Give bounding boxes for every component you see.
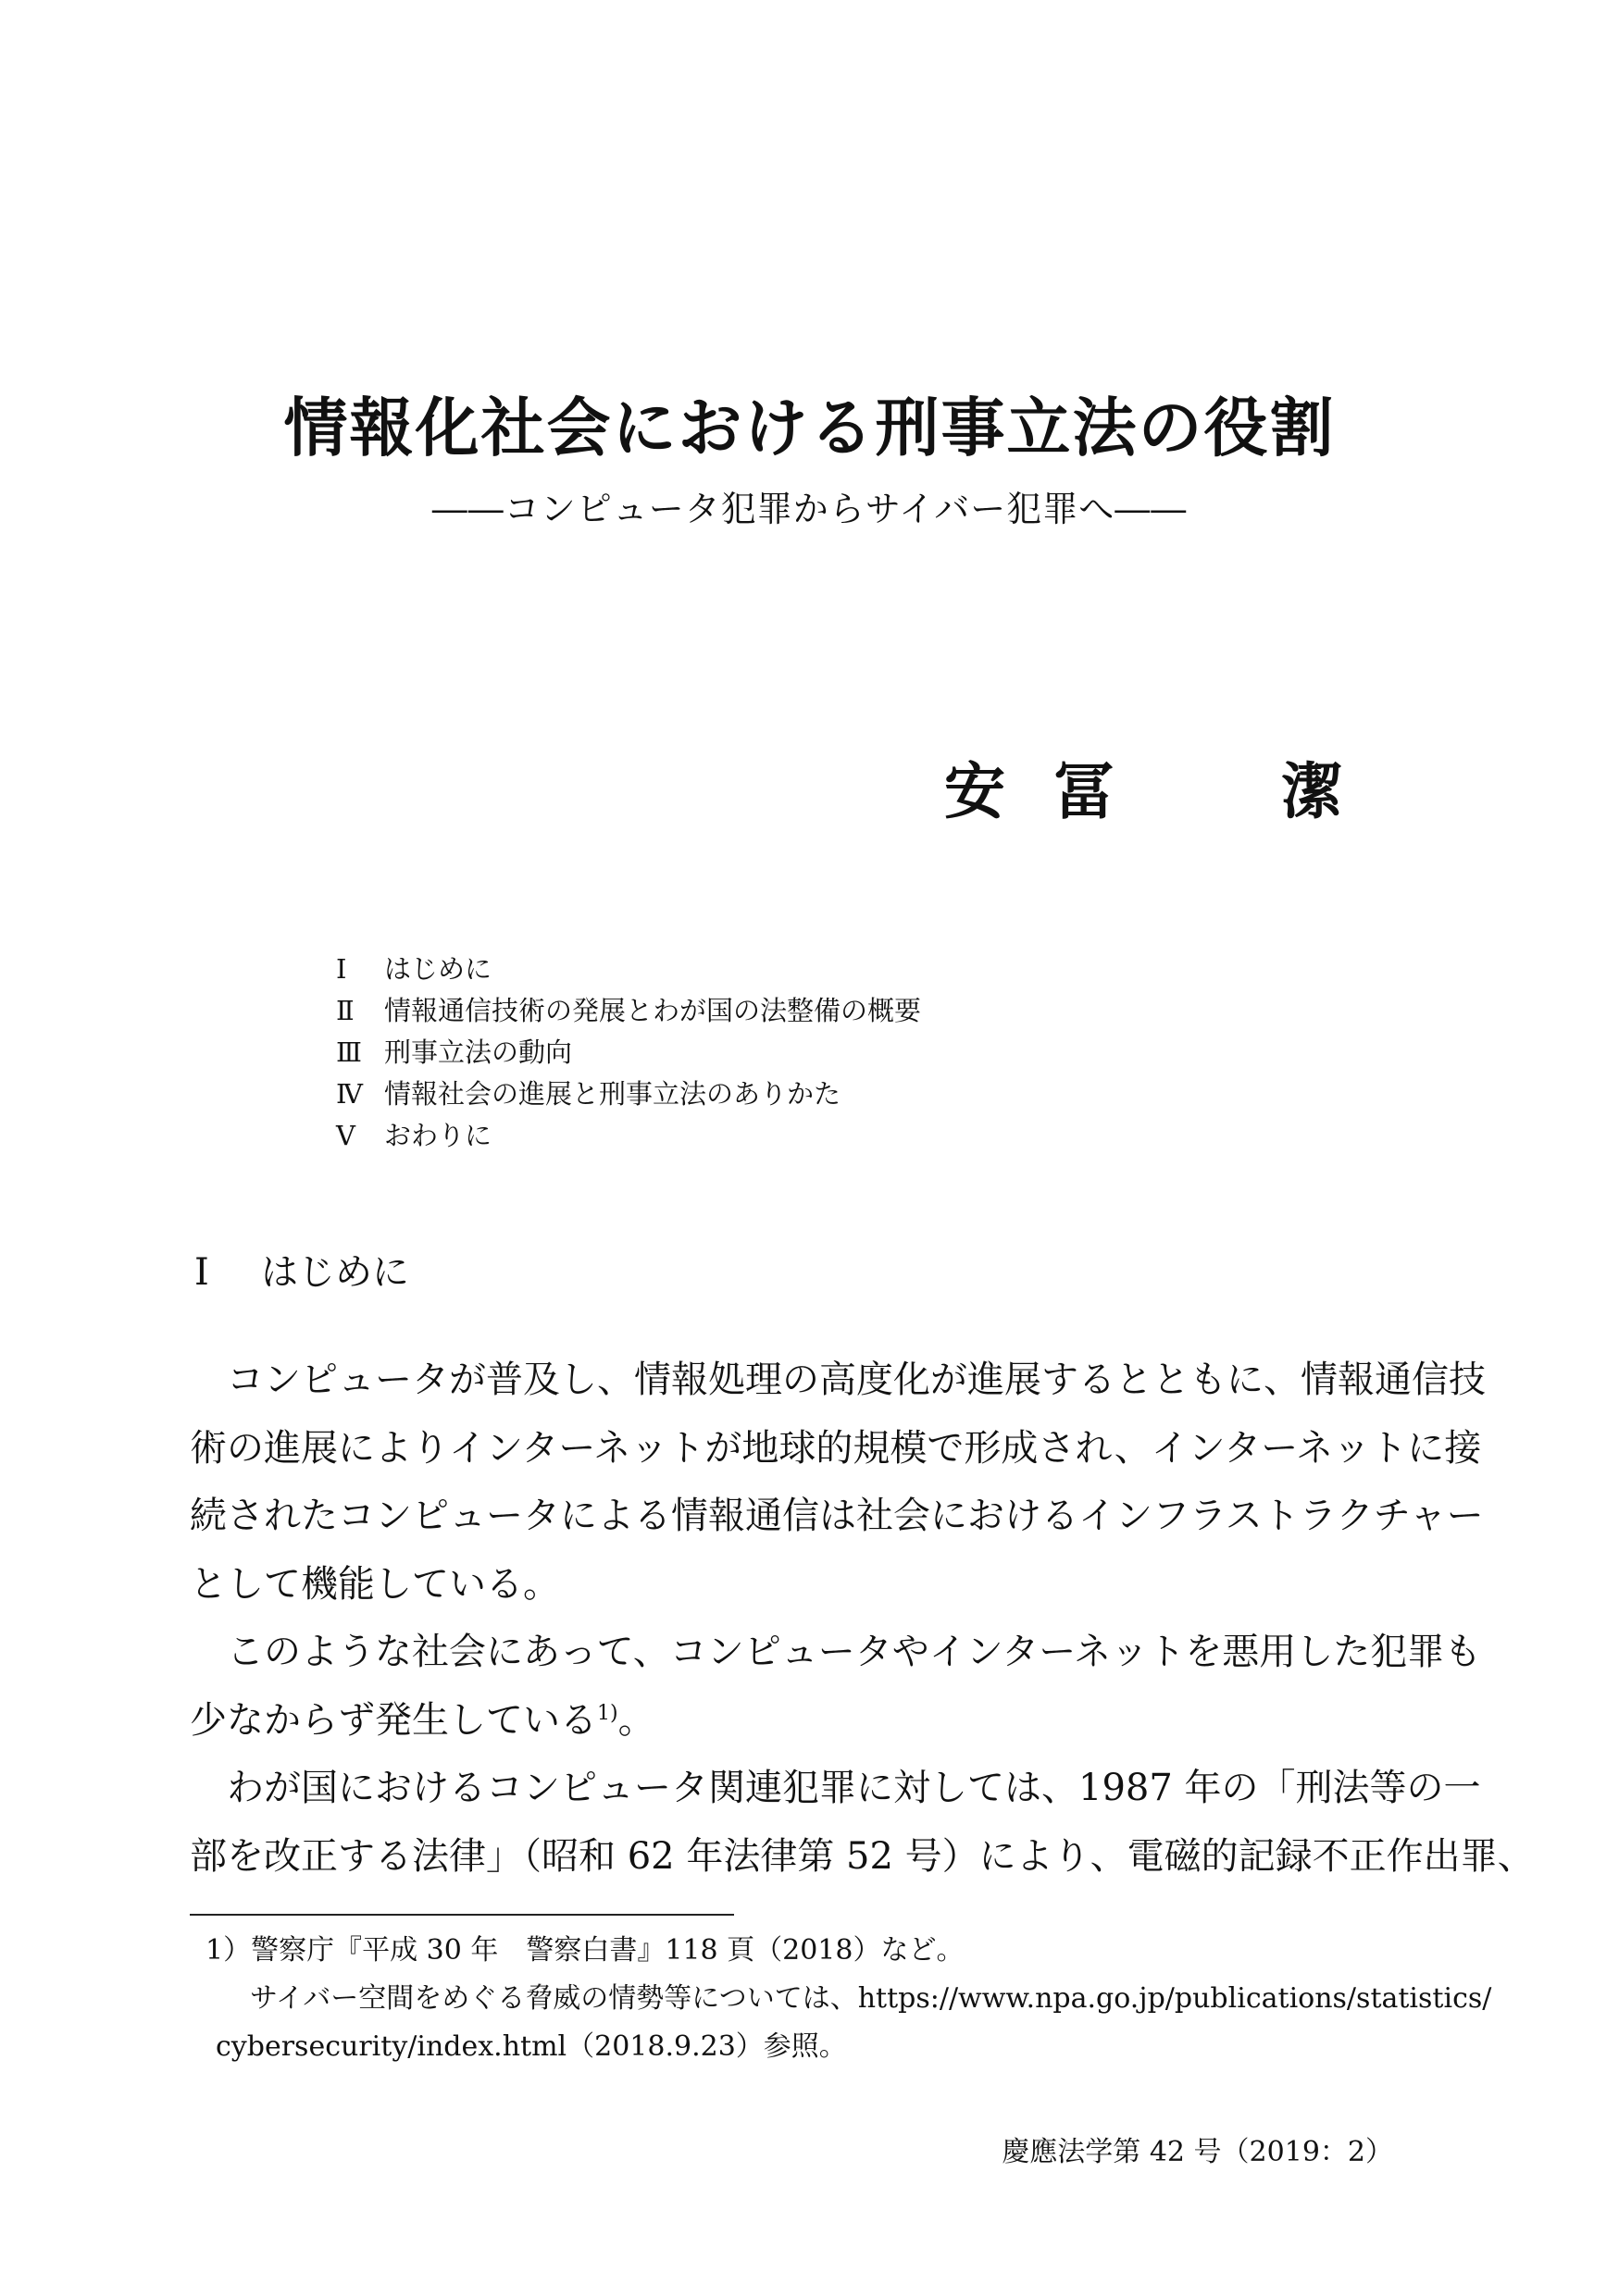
paragraph — [190, 1619, 1482, 1755]
footnote-ref: 1) — [597, 1701, 618, 1725]
footnote-text: 警察庁『平成 30 年 警察白書』118 頁（2018）など。 — [251, 1934, 965, 1967]
text-fragment: 少なからず発生している — [190, 1698, 597, 1742]
paragraph — [190, 1347, 1486, 1619]
text-line — [190, 1687, 1439, 1756]
footnote-line — [190, 1927, 1441, 1975]
author-name — [944, 750, 1342, 833]
section-title: はじめに — [261, 1251, 409, 1294]
toc-item — [336, 1032, 921, 1074]
toc-item-number: Ⅴ — [336, 1120, 355, 1151]
toc-item-label: 刑事立法の動向 — [384, 1036, 573, 1068]
paragraph — [190, 1755, 1535, 1891]
text-line: 部を改正する法律」（昭和 62 年法律第 52 号）により、電磁的記録不正作出罪、 — [190, 1834, 1535, 1878]
text-line: わが国におけるコンピュータ関連犯罪に対しては、1987 年の「刑法等の一 — [227, 1767, 1481, 1809]
footnote-line: cybersecurity/index.html（2018.9.23）参照。 — [216, 2030, 847, 2063]
article-subtitle: ――コンピュータ犯罪からサイバー犯罪へ―― — [431, 489, 1188, 529]
toc-item-number: Ⅱ — [336, 995, 355, 1026]
footnote-number: 1） — [205, 1934, 252, 1967]
section-heading — [194, 1245, 409, 1300]
text-line: このような社会にあって、コンピュータやインターネットを悪用した犯罪も — [227, 1631, 1482, 1673]
text-fragment: 。 — [617, 1698, 655, 1742]
toc-item — [336, 990, 921, 1032]
toc-item-label: 情報通信技術の発展とわが国の法整備の概要 — [384, 995, 922, 1026]
toc-item-number: Ⅳ — [336, 1078, 363, 1110]
author-char: 冨 — [1053, 755, 1115, 827]
toc-item-number: Ⅰ — [336, 953, 347, 985]
body-text — [190, 1347, 1535, 1891]
author-char: 安 — [944, 755, 1005, 827]
toc-item — [336, 949, 921, 990]
text-line: として機能している。 — [190, 1562, 560, 1606]
table-of-contents — [336, 949, 921, 1157]
toc-item-label: おわりに — [384, 1120, 492, 1151]
text-line: コンピュータが普及し、情報処理の高度化が進展するとともに、情報通信技 — [227, 1359, 1486, 1401]
toc-item-label: 情報社会の進展と刑事立法のありかた — [384, 1078, 841, 1110]
footnote-divider — [190, 1914, 734, 1916]
article-title: 情報化社会における刑事立法の役割 — [283, 391, 1336, 465]
footnote-line: サイバー空間をめぐる脅威の情勢等については、https://www.npa.go.jp/publications/statistics/ — [250, 1982, 1492, 2015]
toc-item — [336, 1115, 921, 1157]
toc-item-label: はじめに — [384, 953, 492, 985]
author-char: 潔 — [1281, 755, 1342, 827]
journal-footer: 慶應法学第 42 号（2019：2） — [1002, 2136, 1393, 2168]
text-line: 続されたコンピュータによる情報通信は社会におけるインフラストラクチャー — [190, 1495, 1484, 1537]
section-number: Ⅰ — [194, 1251, 209, 1294]
footnotes — [190, 1927, 1492, 2071]
toc-item — [336, 1074, 921, 1115]
text-line: 術の進展によりインターネットが地球的規模で形成され、インターネットに接 — [190, 1426, 1482, 1470]
toc-item-number: Ⅲ — [336, 1036, 362, 1068]
